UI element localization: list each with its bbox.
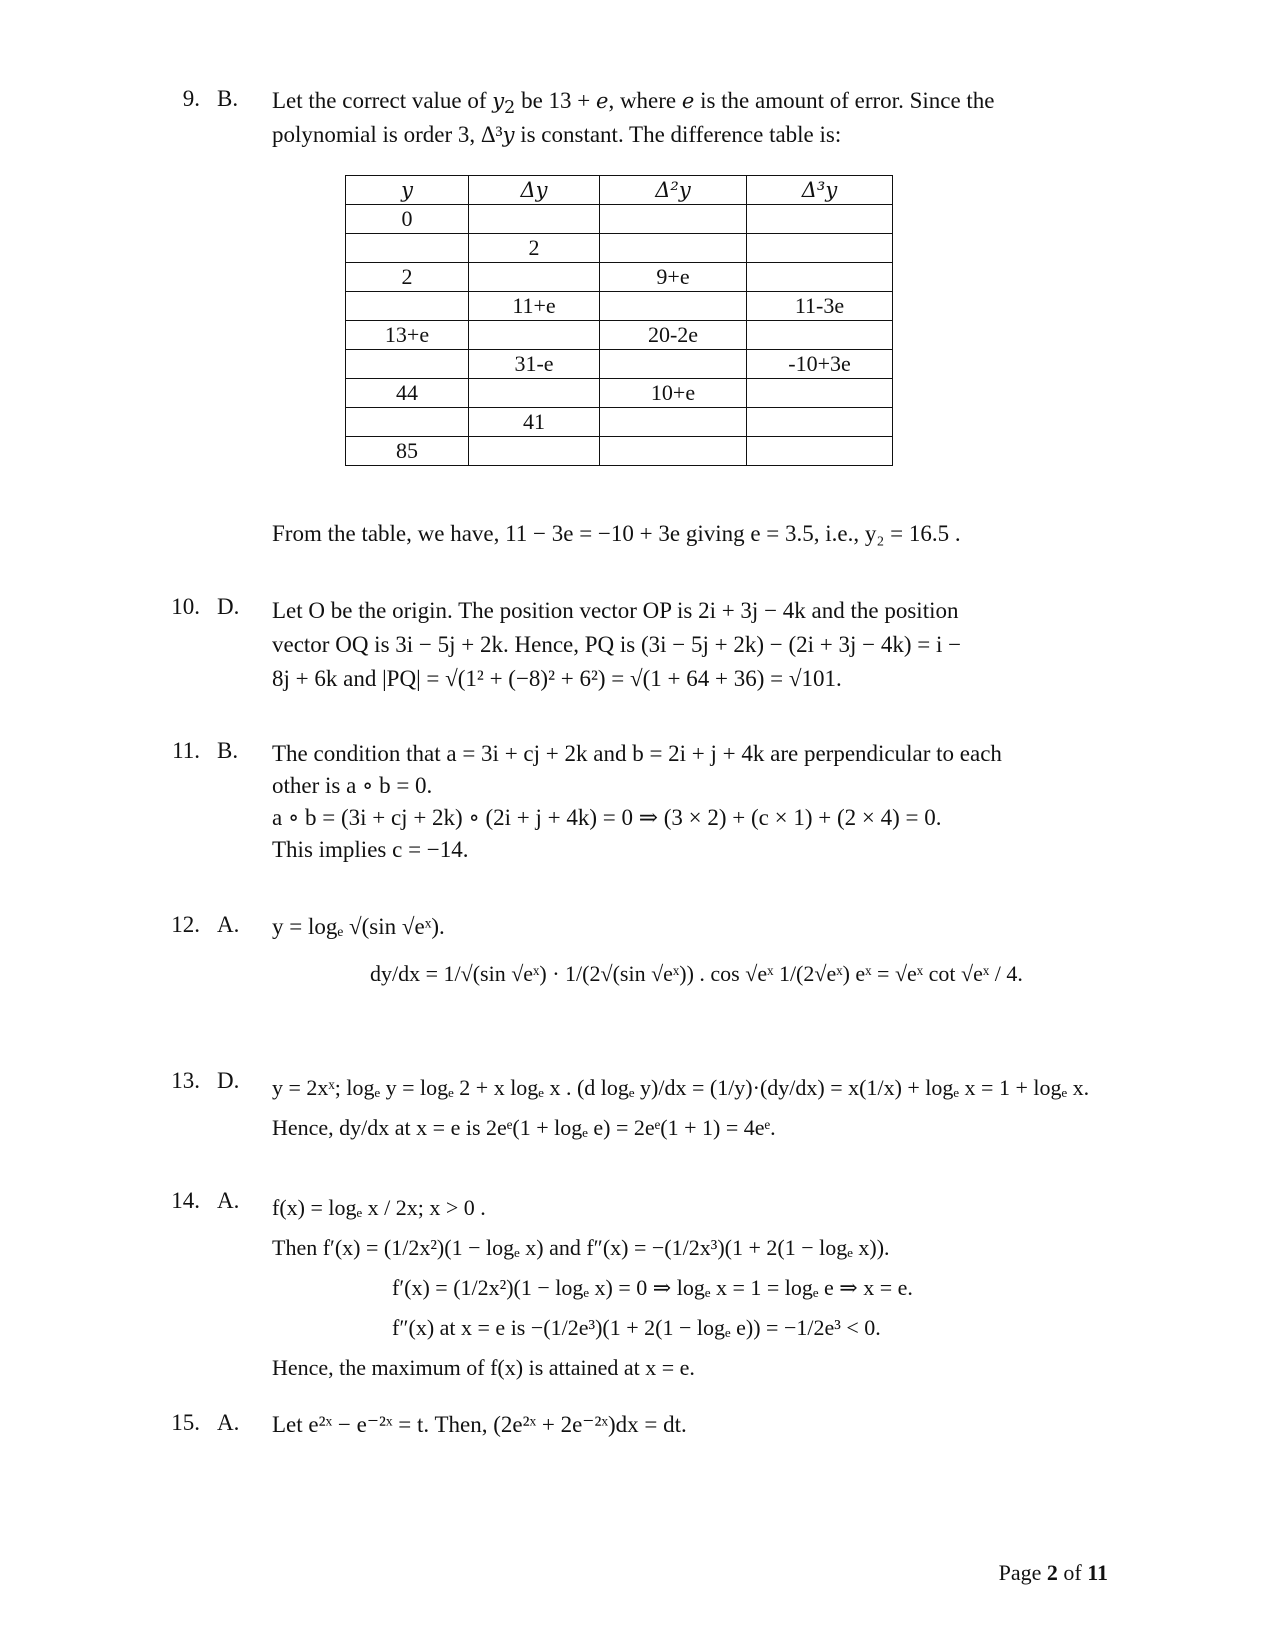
table-row <box>346 205 893 234</box>
table-header: y <box>346 176 469 205</box>
table-cell: 2 <box>469 234 600 263</box>
problem-13-line: y = 2xˣ; logₑ y = logₑ 2 + x logₑ x . (d logₑ y)/dx = (1/y)·(dy/dx) = x(1/x) + logₑ x = 1 + logₑ x. <box>272 1075 1090 1100</box>
table-cell <box>346 292 469 321</box>
table-cell <box>747 263 893 292</box>
problem-14-text <box>272 1188 1132 1388</box>
problem-9-answer: B. <box>217 86 239 111</box>
table-row <box>346 408 893 437</box>
problem-12-text <box>272 912 1132 942</box>
problem-14-line: Hence, the maximum of f(x) is attained at x = e. <box>272 1355 695 1380</box>
problem-12-number: 12. <box>171 912 200 937</box>
table-cell: 20-2e <box>600 321 747 350</box>
table-header: Δy <box>469 176 600 205</box>
problem-14-line: f′(x) = (1/2x²)(1 − logₑ x) = 0 ⇒ logₑ x = 1 = logₑ e ⇒ x = e. <box>392 1275 913 1300</box>
table-cell: 0 <box>346 205 469 234</box>
problem-13-number: 13. <box>171 1068 200 1093</box>
table-cell <box>600 350 747 379</box>
problem-13-answer: D. <box>217 1068 240 1093</box>
problem-14-line: f(x) = logₑ x / 2x; x > 0 . <box>272 1195 486 1220</box>
problem-14-number: 14. <box>171 1188 200 1213</box>
page-footer: Page 2 of 11 <box>998 1560 1108 1585</box>
table-cell <box>600 408 747 437</box>
table-row <box>346 321 893 350</box>
problem-11-line: This implies c = −14. <box>272 837 469 862</box>
problem-10-number: 10. <box>171 594 200 619</box>
table-cell: 2 <box>346 263 469 292</box>
table-cell <box>747 408 893 437</box>
table-cell <box>600 205 747 234</box>
table-row <box>346 350 893 379</box>
problem-10-line: Let O be the origin. The position vector OP is 2i + 3j − 4k and the position <box>272 598 959 623</box>
table-cell <box>469 205 600 234</box>
table-cell: 9+e <box>600 263 747 292</box>
table-row <box>346 263 893 292</box>
problem-11-text <box>272 738 1132 866</box>
table-row <box>346 292 893 321</box>
problem-10-text <box>272 594 1132 696</box>
table-cell <box>469 263 600 292</box>
table-cell: 11+e <box>469 292 600 321</box>
table-cell <box>747 205 893 234</box>
problem-15-text: Let e²ˣ − e⁻²ˣ = t. Then, (2e²ˣ + 2e⁻²ˣ)dx = dt. <box>272 1412 687 1437</box>
table-cell <box>346 234 469 263</box>
problem-10-line: 8j + 6k and |PQ| = √(1² + (−8)² + 6²) = √(1 + 64 + 36) = √101. <box>272 666 842 691</box>
table-cell <box>469 379 600 408</box>
table-cell: 85 <box>346 437 469 466</box>
total-pages: 11 <box>1087 1560 1108 1585</box>
table-cell <box>469 437 600 466</box>
table-cell <box>747 234 893 263</box>
problem-15-answer: A. <box>217 1410 240 1435</box>
problem-10-answer: D. <box>217 594 240 619</box>
problem-11-line: a ∘ b = (3i + cj + 2k) ∘ (2i + j + 4k) = 0 ⇒ (3 × 2) + (c × 1) + (2 × 4) = 0. <box>272 805 942 830</box>
table-cell <box>346 408 469 437</box>
table-cell: 13+e <box>346 321 469 350</box>
problem-9-number: 9. <box>182 86 200 111</box>
table-header: Δ²y <box>600 176 747 205</box>
problem-9-conclusion: From the table, we have, 11 − 3e = −10 + 3e giving e = 3.5, i.e., y₂ = 16.5 . <box>272 521 961 546</box>
problem-9-text: Let the correct value of $y_2$ be 13 + e, where e is the amount of error. Since the polynomial is order 3, Δ³y is constant. The difference table is: <box>272 88 995 147</box>
table-row <box>346 379 893 408</box>
table-cell: 41 <box>469 408 600 437</box>
table-cell <box>600 292 747 321</box>
problem-12-answer: A. <box>217 912 240 937</box>
table-cell <box>600 437 747 466</box>
table-cell: 31-e <box>469 350 600 379</box>
problem-15-number: 15. <box>171 1410 200 1435</box>
problem-11-line: The condition that a = 3i + cj + 2k and b = 2i + j + 4k are perpendicular to each <box>272 741 1002 766</box>
problem-11-answer: B. <box>217 738 239 763</box>
current-page: 2 <box>1046 1560 1058 1585</box>
table-row <box>346 234 893 263</box>
problem-11-number: 11. <box>172 738 200 763</box>
problem-14-line: Then f′(x) = (1/2x²)(1 − logₑ x) and f″(x) = −(1/2x³)(1 + 2(1 − logₑ x)). <box>272 1235 890 1260</box>
problem-12-derivative: dy/dx = 1/√(sin √eˣ) · 1/(2√(sin √eˣ)) . cos √eˣ 1/(2√eˣ) eˣ = √eˣ cot √eˣ / 4. <box>370 961 1023 986</box>
problem-10-line: vector OQ is 3i − 5j + 2k. Hence, PQ is (3i − 5j + 2k) − (2i + 3j − 4k) = i − <box>272 632 962 657</box>
problem-14-line: f″(x) at x = e is −(1/2e³)(1 + 2(1 − logₑ e)) = −1/2e³ < 0. <box>392 1315 881 1340</box>
table-cell <box>469 321 600 350</box>
table-cell: 10+e <box>600 379 747 408</box>
problem-11-line: other is a ∘ b = 0. <box>272 773 433 798</box>
table-cell <box>747 437 893 466</box>
problem-13-text <box>272 1068 1152 1148</box>
table-cell: 44 <box>346 379 469 408</box>
problem-13-line: Hence, dy/dx at x = e is 2eᵉ(1 + logₑ e) = 2eᵉ(1 + 1) = 4eᵉ. <box>272 1115 776 1140</box>
table-cell <box>747 321 893 350</box>
table-cell: 11-3e <box>747 292 893 321</box>
problem-12-line: y = logₑ √(sin √eˣ). <box>272 914 445 939</box>
table-cell <box>747 379 893 408</box>
table-cell <box>600 234 747 263</box>
table-cell: -10+3e <box>747 350 893 379</box>
table-row <box>346 437 893 466</box>
table-cell <box>346 350 469 379</box>
problem-14-answer: A. <box>217 1188 240 1213</box>
table-header: Δ³y <box>747 176 893 205</box>
difference-table <box>345 175 893 466</box>
